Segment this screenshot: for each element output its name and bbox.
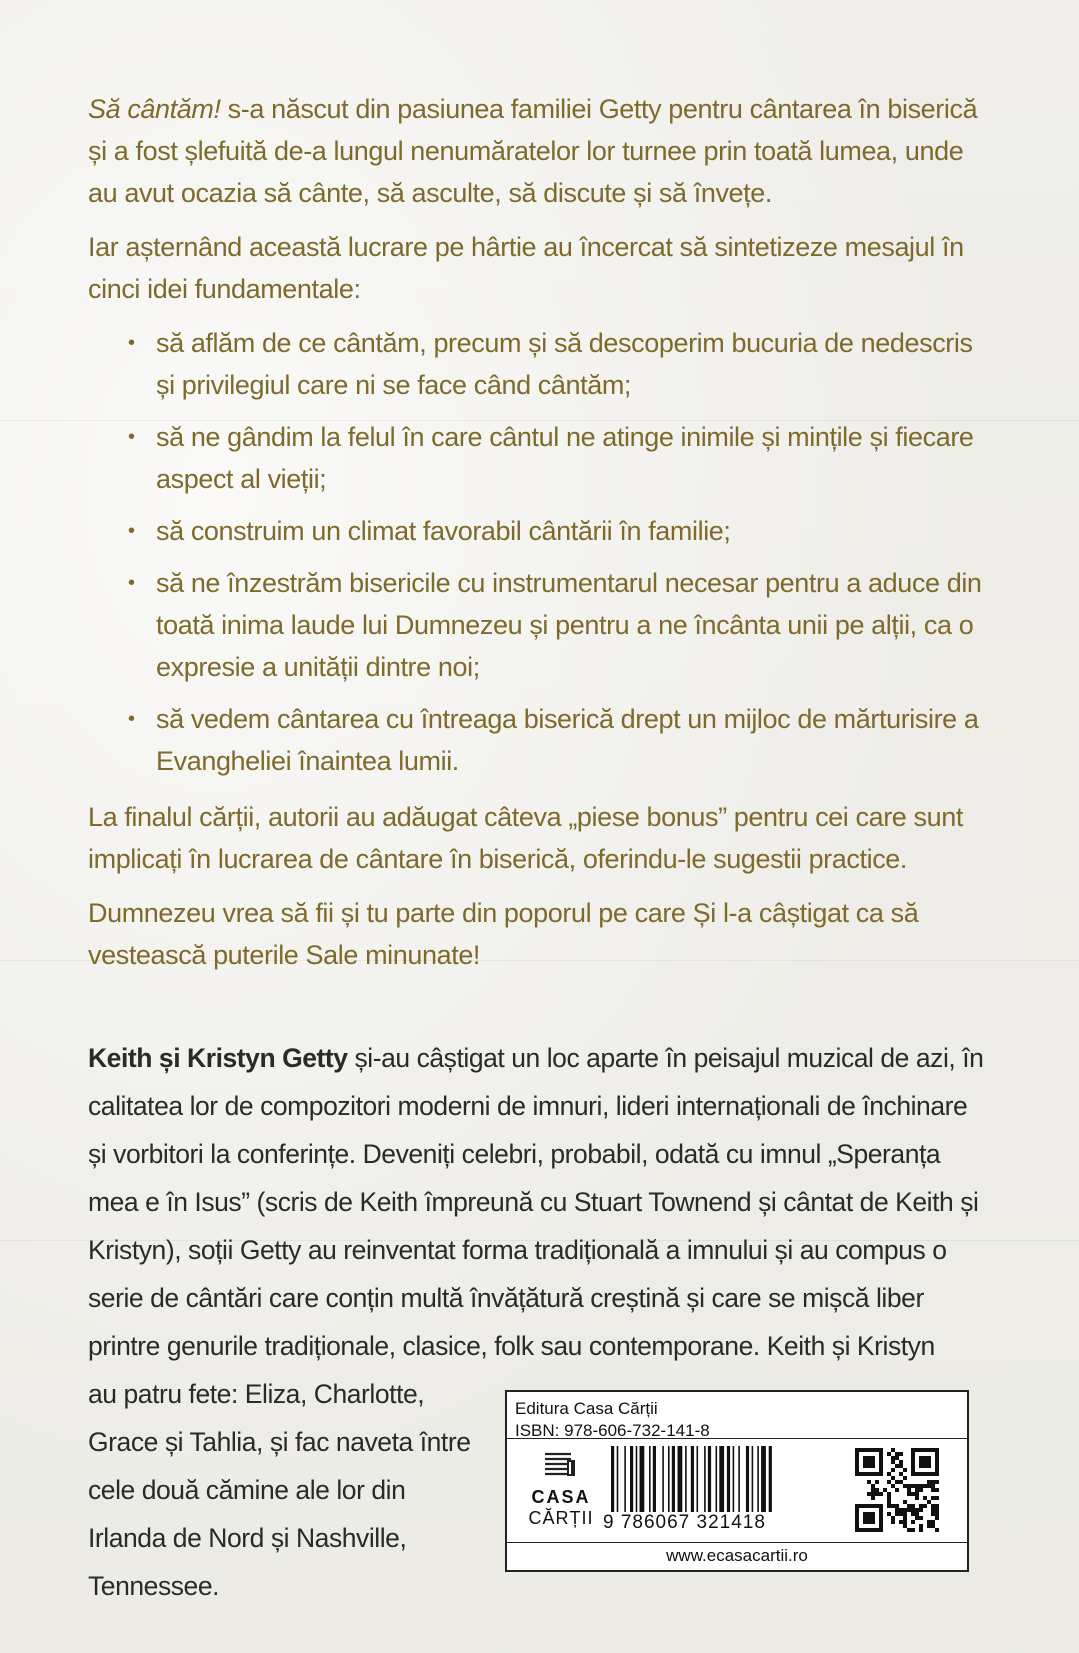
list-item: • să aflăm de ce cântăm, precum și să descoperim bucuria de nedescris și privilegiul care ni se face când cântăm;: [88, 322, 988, 406]
author-names: Keith și Kristyn Getty: [88, 1043, 348, 1073]
bio-paragraph: Keith și Kristyn Getty și-au câștigat un loc aparte în peisajul muzical de azi, în calitatea lor de compozitori moderni de imnuri, lideri internaționali de închinare și vorbitori la conferințe. Deveniți celebri, probabil, odată cu imnul „Speranța mea e în Isus” (scris de Keith împreună cu Stuart Townend și cântat de Keith și Kristyn), soții Getty au reinventat forma tradițională a imnului și au compus o serie de cântări care conțin multă învățătură creștină și care se mișcă liber printre genurile tradiționale, clasice, folk sau contemporane. Keith și Kristyn: [88, 1043, 984, 1361]
bullet-icon: •: [128, 332, 135, 354]
publisher-name: Editura Casa Cărții: [515, 1399, 658, 1418]
bullet-icon: •: [128, 708, 135, 730]
intro-paragraph-2: Iar așternând această lucrare pe hârtie au încercat să sintetizeze mesajul în cinci idei fundamentale:: [88, 232, 964, 304]
ideas-list: [88, 322, 988, 782]
website-link: www.ecasacartii.ro: [666, 1546, 808, 1565]
list-item: • să ne înzestrăm bisericile cu instrumentarul necesar pentru a aduce din toată inima laude lui Dumnezeu și pentru a ne încânta unii pe alții, ca o expresie a unității dintre noi;: [88, 562, 988, 688]
divider: [507, 1438, 967, 1439]
bullet-icon: •: [128, 520, 135, 542]
bullet-icon: •: [128, 572, 135, 594]
intro-paragraph-4: Dumnezeu vrea să fii și tu parte din poporul pe care Și l-a câștigat ca să vestească puterile Sale minunate!: [88, 898, 919, 970]
list-item: • să ne gândim la felul în care cântul ne atinge inimile și mințile și fiecare aspect al vieții;: [88, 416, 988, 500]
publisher-logo: [521, 1452, 601, 1532]
book-icon: [541, 1452, 581, 1478]
logo-text-bottom: CĂRȚII: [528, 1508, 594, 1528]
bullet-icon: •: [128, 426, 135, 448]
isbn: ISBN: 978-606-732-141-8: [515, 1421, 710, 1440]
list-item: • să construim un climat favorabil cântării în familie;: [88, 510, 988, 552]
logo-text-top: CASA: [531, 1487, 591, 1507]
intro-paragraph-3: La finalul cărții, autorii au adăugat câteva „piese bonus” pentru cei care sunt implicați în lucrarea de cântare în biserică, oferindu-le sugestii practice.: [88, 802, 963, 874]
list-item: • să vedem cântarea cu întreaga biserică drept un mijloc de mărturisire a Evangheliei înaintea lumii.: [88, 698, 988, 782]
qr-code: [855, 1448, 939, 1532]
barcode-number: 9 786067 321418: [603, 1512, 843, 1534]
publisher-info-box: [505, 1390, 969, 1572]
book-title: Să cântăm!: [88, 94, 221, 124]
divider: [507, 1542, 967, 1543]
intro-paragraph-1: Să cântăm! s-a născut din pasiunea familiei Getty pentru cântarea în biserică și a fost șlefuită de-a lungul nenumăratelor lor turnee prin toată lumea, unde au avut ocazia să cânte, să asculte, să discute și să învețe.: [88, 94, 978, 208]
bio-paragraph-end: au patru fete: Eliza, Charlotte, Grace și Tahlia, și fac naveta între cele două cămine ale lor din Irlanda de Nord și Nashville, Tennessee.: [88, 1379, 471, 1601]
book-description: [88, 88, 988, 988]
